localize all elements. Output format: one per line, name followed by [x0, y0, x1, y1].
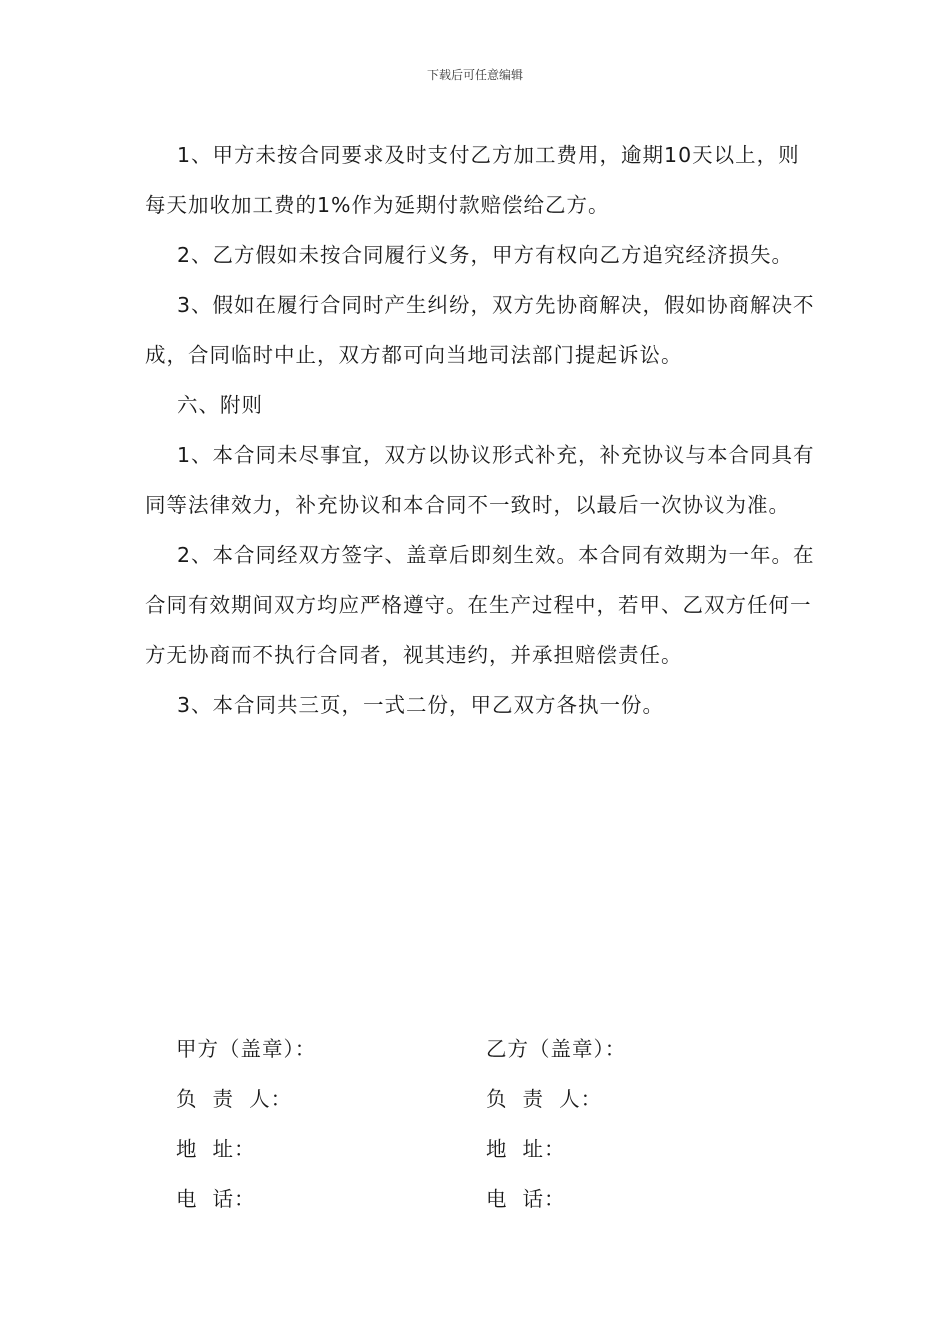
party-a-address-label: 地 址： [176, 1137, 256, 1161]
party-b-phone-label: 电 话： [486, 1187, 566, 1211]
clause-paragraph: 1、甲方未按合同要求及时支付乙方加工费用，逾期10天以上，则每天加收加工费的1%作为延期付款赔偿给乙方。 [145, 143, 800, 217]
clause-paragraph: 2、本合同经双方签字、盖章后即刻生效。本合同有效期为一年。在合同有效期间双方均应严格遵守。在生产过程中，若甲、乙双方任何一方无协商而不执行合同者，视其违约，并承担赔偿责任。 [145, 543, 815, 667]
clause-paragraph: 2、乙方假如未按合同履行义务，甲方有权向乙方追究经济损失。 [177, 243, 794, 267]
party-b-address-label: 地 址： [486, 1137, 566, 1161]
party-b-seal-label: 乙方（盖章）： [486, 1037, 627, 1061]
signature-row-address [176, 1124, 796, 1174]
signature-row-person [176, 1074, 796, 1124]
party-b-person-label: 负 责 人： [486, 1087, 603, 1111]
signature-row-phone [176, 1174, 796, 1224]
clause-paragraph: 3、本合同共三页，一式二份，甲乙双方各执一份。 [177, 693, 665, 717]
party-a-seal-label: 甲方（盖章）： [176, 1037, 317, 1061]
signature-row-seal [176, 1024, 796, 1074]
section-heading: 六、附则 [177, 393, 263, 417]
download-note: 下载后可任意编辑 [426, 68, 523, 82]
clause-paragraph: 1、本合同未尽事宜，双方以协议形式补充，补充协议与本合同具有同等法律效力，补充协议和本合同不一致时，以最后一次协议为准。 [145, 443, 815, 517]
signature-block [176, 1024, 796, 1224]
party-a-phone-label: 电 话： [176, 1187, 256, 1211]
clause-paragraph: 3、假如在履行合同时产生纠纷，双方先协商解决，假如协商解决不成，合同临时中止，双方都可向当地司法部门提起诉讼。 [145, 293, 815, 367]
party-a-person-label: 负 责 人： [176, 1087, 293, 1111]
contract-body [145, 130, 815, 730]
